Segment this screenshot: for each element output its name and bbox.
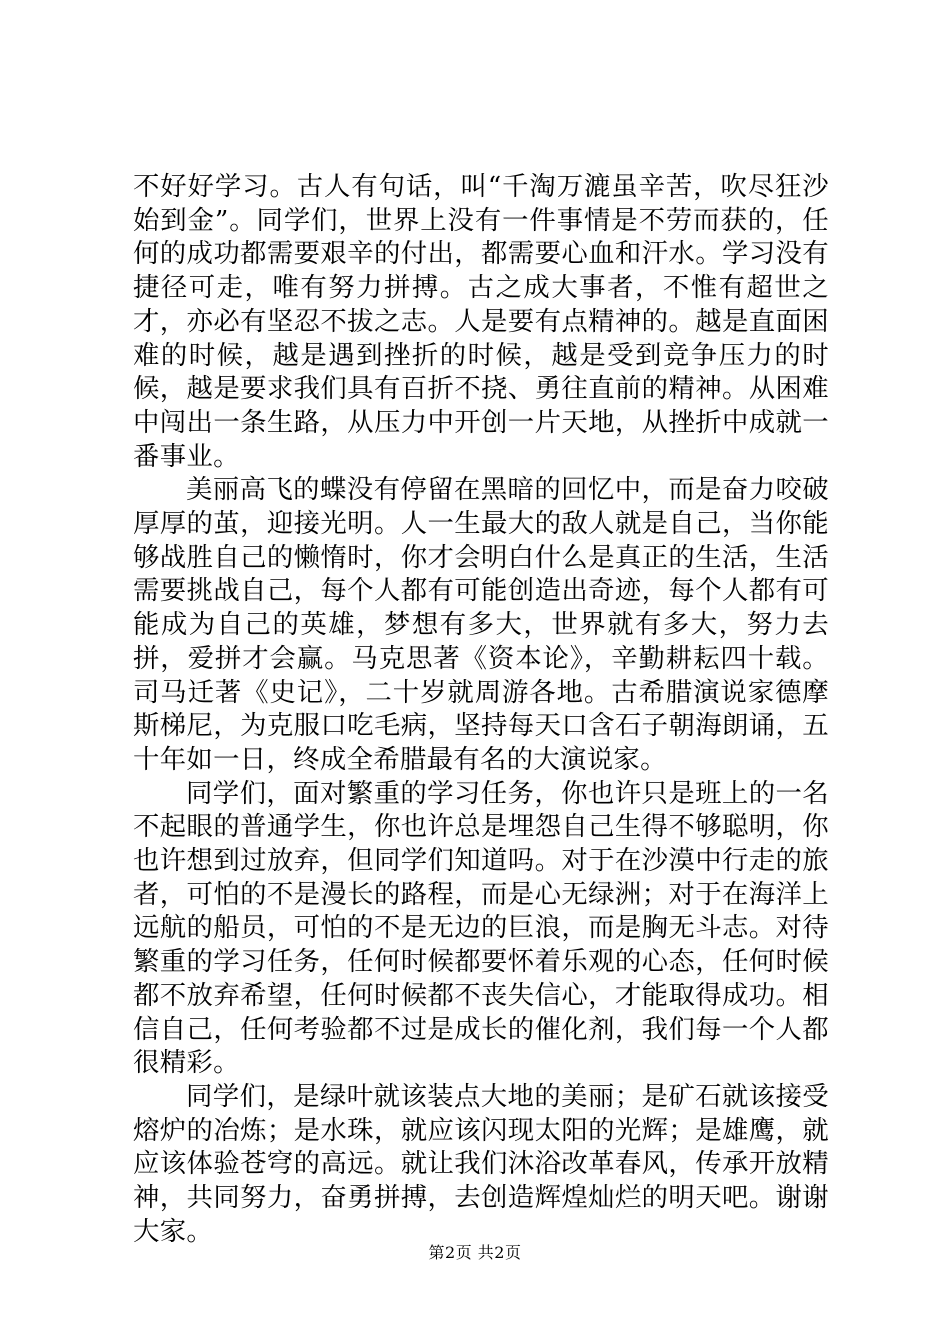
paragraph-3: 同学们，面对繁重的学习任务，你也许只是班上的一名不起眼的普通学生，你也许总是埋怨自己生得不够聪明，你也许想到过放弃，但同学们知道吗。对于在沙漠中行走的旅者，可怕的不是漫长的路程，而是心无绿洲；对于在海洋上远航的船员，可怕的不是无边的巨浪，而是胸无斗志。对待繁重的学习任务，任何时候都要怀着乐观的心态，任何时候都不放弃希望，任何时候都不丧失信心，才能取得成功。相信自己，任何考验都不过是成长的催化剂，我们每一个人都很精彩。	[133, 777, 829, 1079]
paragraph-1: 不好好学习。古人有句话，叫“千淘万漉虽辛苦，吹尽狂沙始到金”。同学们，世界上没有一件事情是不劳而获的，任何的成功都需要艰辛的付出，都需要心血和汗水。学习没有捷径可走，唯有努力拼搏。古之成大事者，不惟有超世之才，亦必有坚忍不拔之志。人是要有点精神的。越是直面困难的时候，越是遇到挫折的时候，越是受到竞争压力的时候，越是要求我们具有百折不挠、勇往直前的精神。从困难中闯出一条生路，从压力中开创一片天地，从挫折中成就一番事业。	[133, 171, 829, 472]
paragraph-4: 同学们，是绿叶就该装点大地的美丽；是矿石就该接受熔炉的冶炼；是水珠，就应该闪现太阳的光辉；是雄鹰，就应该体验苍穹的高远。就让我们沐浴改革春风，传承开放精神，共同努力，奋勇拼搏，去创造辉煌灿烂的明天吧。谢谢大家。	[133, 1080, 829, 1247]
page-footer: 第2页 共2页	[428, 1243, 522, 1262]
document-body	[133, 170, 829, 1249]
paragraph-2: 美丽高飞的蝶没有停留在黑暗的回忆中，而是奋力咬破厚厚的茧，迎接光明。人一生最大的敌人就是自己，当你能够战胜自己的懒惰时，你才会明白什么是真正的生活，生活需要挑战自己，每个人都有可能创造出奇迹，每个人都有可能成为自己的英雄，梦想有多大，世界就有多大，努力去拼，爱拼才会赢。马克思著《资本论》，辛勤耕耘四十载。司马迁著《史记》，二十岁就周游各地。古希腊演说家德摩斯梯尼，为克服口吃毛病，坚持每天口含石子朝海朗诵，五十年如一日，终成全希腊最有名的大演说家。	[133, 474, 829, 775]
